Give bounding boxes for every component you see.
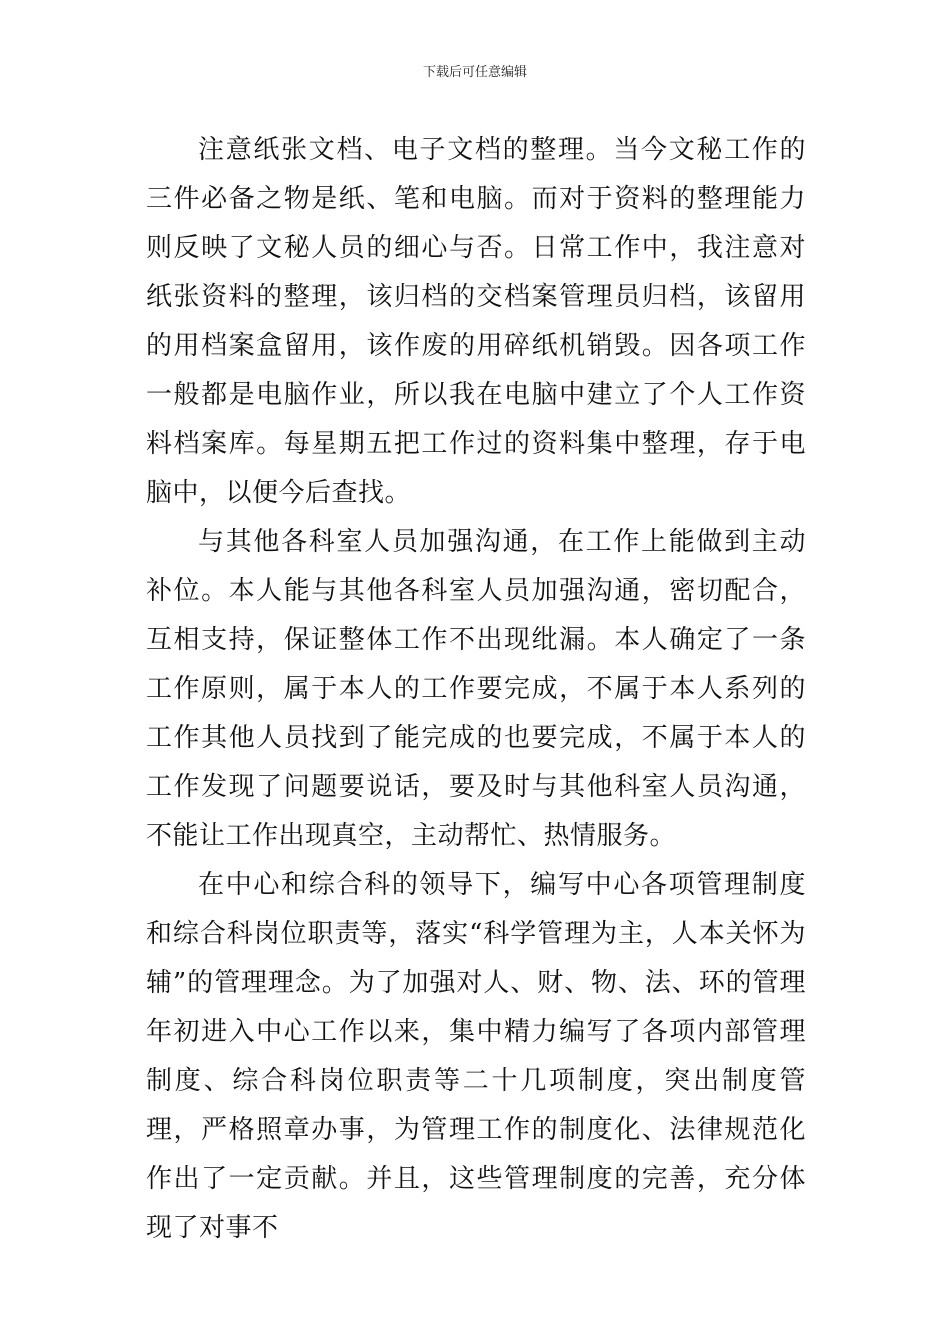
paragraph-communication: 与其他各科室人员加强沟通，在工作上能做到主动补位。本人能与其他各科室人员加强沟通，密切配合，互相支持，保证整体工作不出现纰漏。本人确定了一条工作原则，属于本人的工作要完成，不属于本人系列的工作其他人员找到了能完成的也要完成，不属于本人的工作发现了问题要说话，要及时与其他科室人员沟通，不能让工作出现真空，主动帮忙、热情服务。 bbox=[146, 527, 806, 851]
paragraph-management-rules: 在中心和综合科的领导下，编写中心各项管理制度和综合科岗位职责等，落实“科学管理为主，人本关怀为辅”的管理理念。为了加强对人、财、物、法、环的管理年初进入中心工作以来，集中精力编写了各项内部管理制度、综合科岗位职责等二十几项制度，突出制度管理，严格照章办事，为管理工作的制度化、法律规范化作出了一定贡献。并且，这些管理制度的完善，充分体现了对事不 bbox=[146, 870, 806, 1243]
page-header: 下载后可任意编辑 bbox=[422, 65, 527, 80]
document-body bbox=[146, 126, 806, 1253]
paragraph-document-organization: 注意纸张文档、电子文档的整理。当今文秘工作的三件必备之物是纸、笔和电脑。而对于资料的整理能力则反映了文秘人员的细心与否。日常工作中，我注意对纸张资料的整理，该归档的交档案管理员归档，该留用的用档案盒留用，该作废的用碎纸机销毁。因各项工作一般都是电脑作业，所以我在电脑中建立了个人工作资料档案库。每星期五把工作过的资料集中整理，存于电脑中，以便今后查找。 bbox=[146, 135, 806, 508]
